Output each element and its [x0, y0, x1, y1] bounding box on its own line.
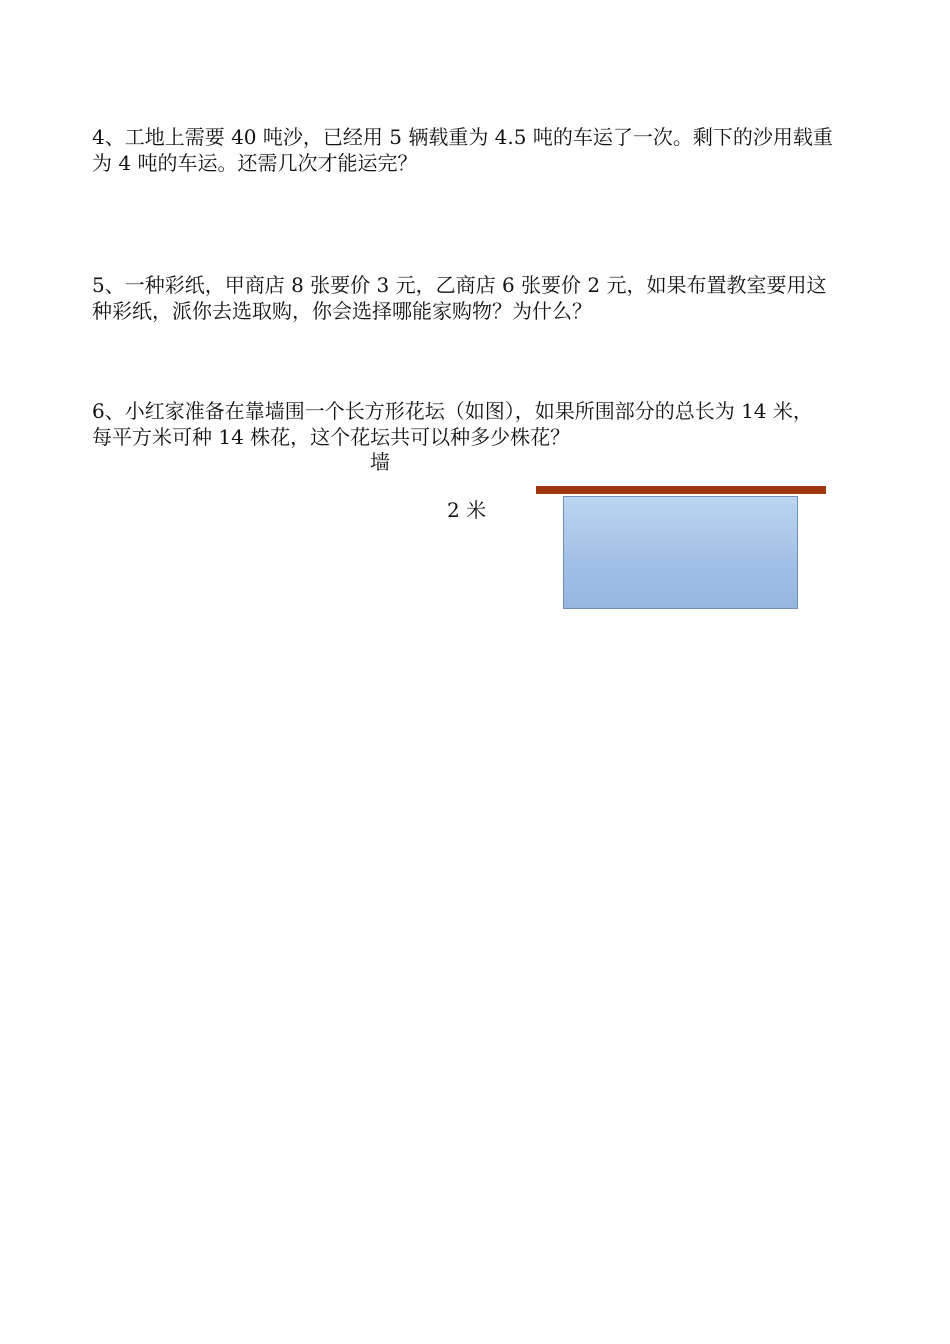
- problem-5-line-2: 种彩纸，派你去选取购，你会选择哪能家购物？为什么？: [92, 299, 592, 323]
- flower-bed-rectangle: [563, 496, 798, 609]
- problem-4: [92, 124, 872, 176]
- problem-4-line-2: 为 4 吨的车运。还需几次才能运完？: [92, 151, 418, 175]
- wall-label: 墙: [370, 450, 390, 474]
- width-label: 2 米: [447, 498, 487, 522]
- problem-5-line-1: 5、一种彩纸，甲商店 8 张要价 3 元，乙商店 6 张要价 2 元，如果布置教室要用这: [92, 273, 827, 297]
- wall-bar: [536, 486, 826, 494]
- problem-6-line-2: 每平方米可种 14 株花，这个花坛共可以种多少株花？: [92, 425, 571, 449]
- problem-6: [92, 398, 872, 450]
- problem-6-line-1: 6、小红家准备在靠墙围一个长方形花坛（如图），如果所围部分的总长为 14 米，: [92, 399, 813, 423]
- problem-4-line-1: 4、工地上需要 40 吨沙，已经用 5 辆载重为 4.5 吨的车运了一次。剩下的沙用载重: [92, 125, 833, 149]
- problem-5: [92, 272, 872, 324]
